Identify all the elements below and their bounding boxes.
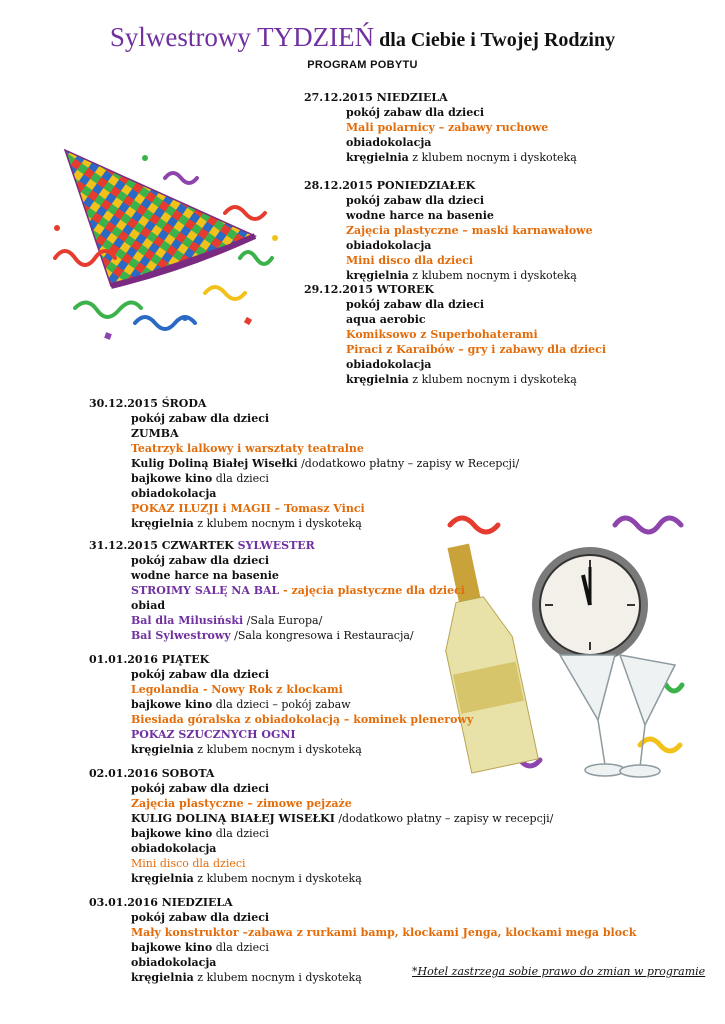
program-item: kręgielnia z klubem nocnym i dyskoteką (131, 872, 362, 885)
program-item: STROIMY SALĘ NA BAL - zajęcia plastyczne dla dzieci (131, 584, 465, 597)
program-item: kręgielnia z klubem nocnym i dyskoteką (346, 269, 577, 282)
page-title (0, 22, 725, 53)
program-item: kręgielnia z klubem nocnym i dyskoteką (346, 151, 577, 164)
program-item: obiadokolacja (131, 487, 217, 500)
program-item: Kulig Doliną Białej Wisełki /dodatkowo płatny – zapisy w Recepcji/ (131, 457, 520, 470)
program-item: obiadokolacja (131, 842, 217, 855)
program-item: Piraci z Karaibów – gry i zabawy dla dzieci (346, 343, 607, 356)
program-item: Legolandia - Nowy Rok z klockami (131, 683, 343, 696)
program-item: Teatrzyk lalkowy i warsztaty teatralne (131, 442, 364, 455)
program-item: kręgielnia z klubem nocnym i dyskoteką (131, 517, 362, 530)
day-header: 29.12.2015 WTOREK (304, 283, 434, 296)
title-rest: dla Ciebie i Twojej Rodziny (374, 29, 616, 51)
program-item: pokój zabaw dla dzieci (131, 668, 270, 681)
day-block (89, 538, 465, 643)
program-item: KULIG DOLINĄ BIAŁEJ WISEŁKI /dodatkowo płatny – zapisy w recepcji/ (131, 812, 554, 825)
day-block (304, 282, 606, 387)
program-item: aqua aerobic (346, 313, 426, 326)
day-header: 31.12.2015 CZWARTEK SYLWESTER (89, 539, 315, 552)
program-item: kręgielnia z klubem nocnym i dyskoteką (131, 971, 362, 984)
program-item: kręgielnia z klubem nocnym i dyskoteką (131, 743, 362, 756)
program-item: obiadokolacja (346, 136, 432, 149)
program-item: POKAZ SZUCZNYCH OGNI (131, 728, 296, 741)
day-header: 02.01.2016 SOBOTA (89, 767, 215, 780)
program-item: pokój zabaw dla dzieci (131, 911, 270, 924)
footnote: *Hotel zastrzega sobie prawo do zmian w programie (412, 965, 706, 978)
day-block (89, 652, 473, 757)
program-item: Mini disco dla dzieci (346, 254, 474, 267)
program-item: pokój zabaw dla dzieci (131, 554, 270, 567)
title-main: Sylwestrowy TYDZIEŃ (109, 22, 375, 52)
program-item: bajkowe kino dla dzieci (131, 941, 269, 954)
party-hat-illustration (45, 118, 290, 343)
champagne-clock-illustration (440, 505, 690, 790)
program-item: Mali polarnicy – zabawy ruchowe (346, 121, 549, 134)
day-header: 27.12.2015 NIEDZIELA (304, 91, 448, 104)
program-item: obiadokolacja (346, 239, 432, 252)
program-item: POKAZ ILUZJI i MAGII – Tomasz Vinci (131, 502, 365, 515)
program-item: pokój zabaw dla dzieci (346, 194, 485, 207)
program-item: obiad (131, 599, 166, 612)
day-block (89, 396, 519, 531)
day-header: 01.01.2016 PIĄTEK (89, 653, 210, 666)
program-item: pokój zabaw dla dzieci (346, 298, 485, 311)
program-item: Bal dla Milusiński /Sala Europa/ (131, 614, 323, 627)
day-header: 03.01.2016 NIEDZIELA (89, 896, 233, 909)
program-item: Biesiada góralska z obiadokolacją – kominek plenerowy (131, 713, 474, 726)
program-item: bajkowe kino dla dzieci (131, 472, 269, 485)
day-block (89, 766, 553, 886)
program-item: obiadokolacja (346, 358, 432, 371)
program-item: bajkowe kino dla dzieci (131, 827, 269, 840)
program-item: wodne harce na basenie (131, 569, 279, 582)
program-item: bajkowe kino dla dzieci – pokój zabaw (131, 698, 351, 711)
program-item: obiadokolacja (131, 956, 217, 969)
program-item: Zajęcia plastyczne – maski karnawałowe (346, 224, 593, 237)
program-item: Mini disco dla dzieci (131, 857, 246, 870)
program-item: pokój zabaw dla dzieci (346, 106, 485, 119)
program-item: Komiksowo z Superbohaterami (346, 328, 538, 341)
program-item: Zajęcia plastyczne – zimowe pejzaże (131, 797, 352, 810)
program-subtitle: PROGRAM POBYTU (307, 59, 418, 71)
day-block (304, 90, 577, 165)
day-header: 28.12.2015 PONIEDZIAŁEK (304, 179, 476, 192)
program-item: Mały konstruktor –zabawa z rurkami bamp, klockami Jenga, klockami mega block (131, 926, 637, 939)
program-item: wodne harce na basenie (346, 209, 494, 222)
program-item: Bal Sylwestrowy /Sala kongresowa i Restauracja/ (131, 629, 414, 642)
day-block (304, 178, 593, 283)
day-header: 30.12.2015 ŚRODA (89, 397, 207, 410)
program-item: kręgielnia z klubem nocnym i dyskoteką (346, 373, 577, 386)
program-item: pokój zabaw dla dzieci (131, 782, 270, 795)
program-item: ZUMBA (131, 427, 179, 440)
program-item: pokój zabaw dla dzieci (131, 412, 270, 425)
